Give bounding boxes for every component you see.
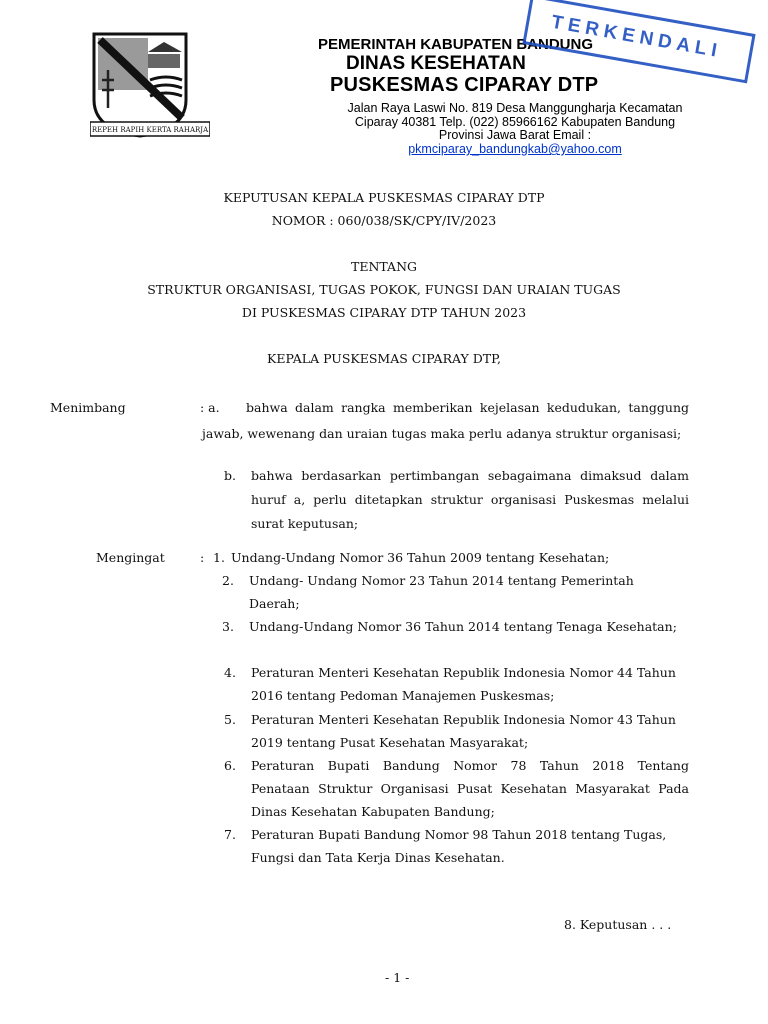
mengingat-item-7-text: Peraturan Bupati Bandung Nomor 98 Tahun 2018 tentang Tugas, [251,827,667,842]
letterhead-government: PEMERINTAH KABUPATEN BANDUNG [318,36,593,53]
mengingat-item-5-text: Peraturan Menteri Kesehatan Republik Indonesia Nomor 43 Tahun [251,712,676,727]
mengingat-item-2-number: 2. [222,573,234,588]
decree-about-label: TENTANG [350,259,417,274]
kabupaten-bandung-crest-logo [90,30,210,145]
letterhead-address-line3: Provinsi Jawa Barat Email : [438,128,592,142]
menimbang-b-line3: surat keputusan; [251,516,359,531]
mengingat-item-3-number: 3. [222,619,234,634]
mengingat-item-1-text: Undang-Undang Nomor 36 Tahun 2009 tentang Kesehatan; [231,550,610,565]
mengingat-item-5-text: 2019 tentang Pusat Kesehatan Masyarakat; [251,735,529,750]
menimbang-a-line1: bahwa dalam rangka memberikan kejelasan kedudukan, tanggung [246,400,689,415]
mengingat-item-4-number: 4. [224,665,236,680]
mengingat-colon: : [200,550,205,565]
controlled-document-stamp: TERKENDALI [522,0,755,83]
page-number: - 1 - [385,970,410,985]
menimbang-b-marker: b. [224,468,236,483]
menimbang-a-marker: : a. [200,400,220,415]
decree-issuer: KEPALA PUSKESMAS CIPARAY DTP, [267,351,501,366]
letterhead-address-line1: Jalan Raya Laswi No. 819 Desa Manggungharja Kecamatan [347,101,683,115]
decree-subject-line2: DI PUSKESMAS CIPARAY DTP TAHUN 2023 [241,305,527,320]
mengingat-item-5-number: 5. [224,712,236,727]
mengingat-item-6-text: Peraturan Bupati Bandung Nomor 78 Tahun 2018 Tentang [251,758,689,773]
menimbang-b-line2: huruf a, perlu ditetapkan struktur organisasi Puskesmas melalui [251,492,689,507]
decree-title: KEPUTUSAN KEPALA PUSKESMAS CIPARAY DTP [223,190,545,205]
mengingat-item-6-text: Dinas Kesehatan Kabupaten Bandung; [251,804,495,819]
continuation-marker: 8. Keputusan . . . [564,917,672,932]
menimbang-a-line2: jawab, wewenang dan uraian tugas maka perlu adanya struktur organisasi; [202,426,682,441]
decree-number: NOMOR : 060/038/SK/CPY/IV/2023 [271,213,497,228]
mengingat-label: Mengingat [96,550,165,565]
mengingat-item-4-text: Peraturan Menteri Kesehatan Republik Indonesia Nomor 44 Tahun [251,665,676,680]
mengingat-item-6-text: Penataan Struktur Organisasi Pusat Kesehatan Masyarakat Pada [251,781,689,796]
decree-subject-line1: STRUKTUR ORGANISASI, TUGAS POKOK, FUNGSI DAN URAIAN TUGAS [147,282,621,297]
letterhead-email-link[interactable]: pkmciparay_bandungkab@yahoo.com [408,142,622,156]
letterhead-department: DINAS KESEHATAN [346,53,526,74]
menimbang-label: Menimbang [50,400,126,415]
crest-motto-text: REPEH RAPIH KERTA RAHARJA [91,126,209,134]
letterhead-address-line2: Ciparay 40381 Telp. (022) 85966162 Kabupaten Bandung [354,115,676,129]
mengingat-item-4-text: 2016 tentang Pedoman Manajemen Puskesmas; [251,688,555,703]
mengingat-item-7-number: 7. [224,827,236,842]
letterhead-puskesmas: PUSKESMAS CIPARAY DTP [330,74,599,96]
mengingat-item-6-number: 6. [224,758,236,773]
mengingat-item-2-text: Daerah; [249,596,300,611]
mengingat-item-3-text: Undang-Undang Nomor 36 Tahun 2014 tentang Tenaga Kesehatan; [249,619,677,634]
menimbang-b-line1: bahwa berdasarkan pertimbangan sebagaimana dimaksud dalam [251,468,689,483]
mengingat-item-1-number: 1. [213,550,225,565]
mengingat-item-2-text: Undang- Undang Nomor 23 Tahun 2014 tentang Pemerintah [249,573,634,588]
mengingat-item-7-text: Fungsi dan Tata Kerja Dinas Kesehatan. [251,850,505,865]
